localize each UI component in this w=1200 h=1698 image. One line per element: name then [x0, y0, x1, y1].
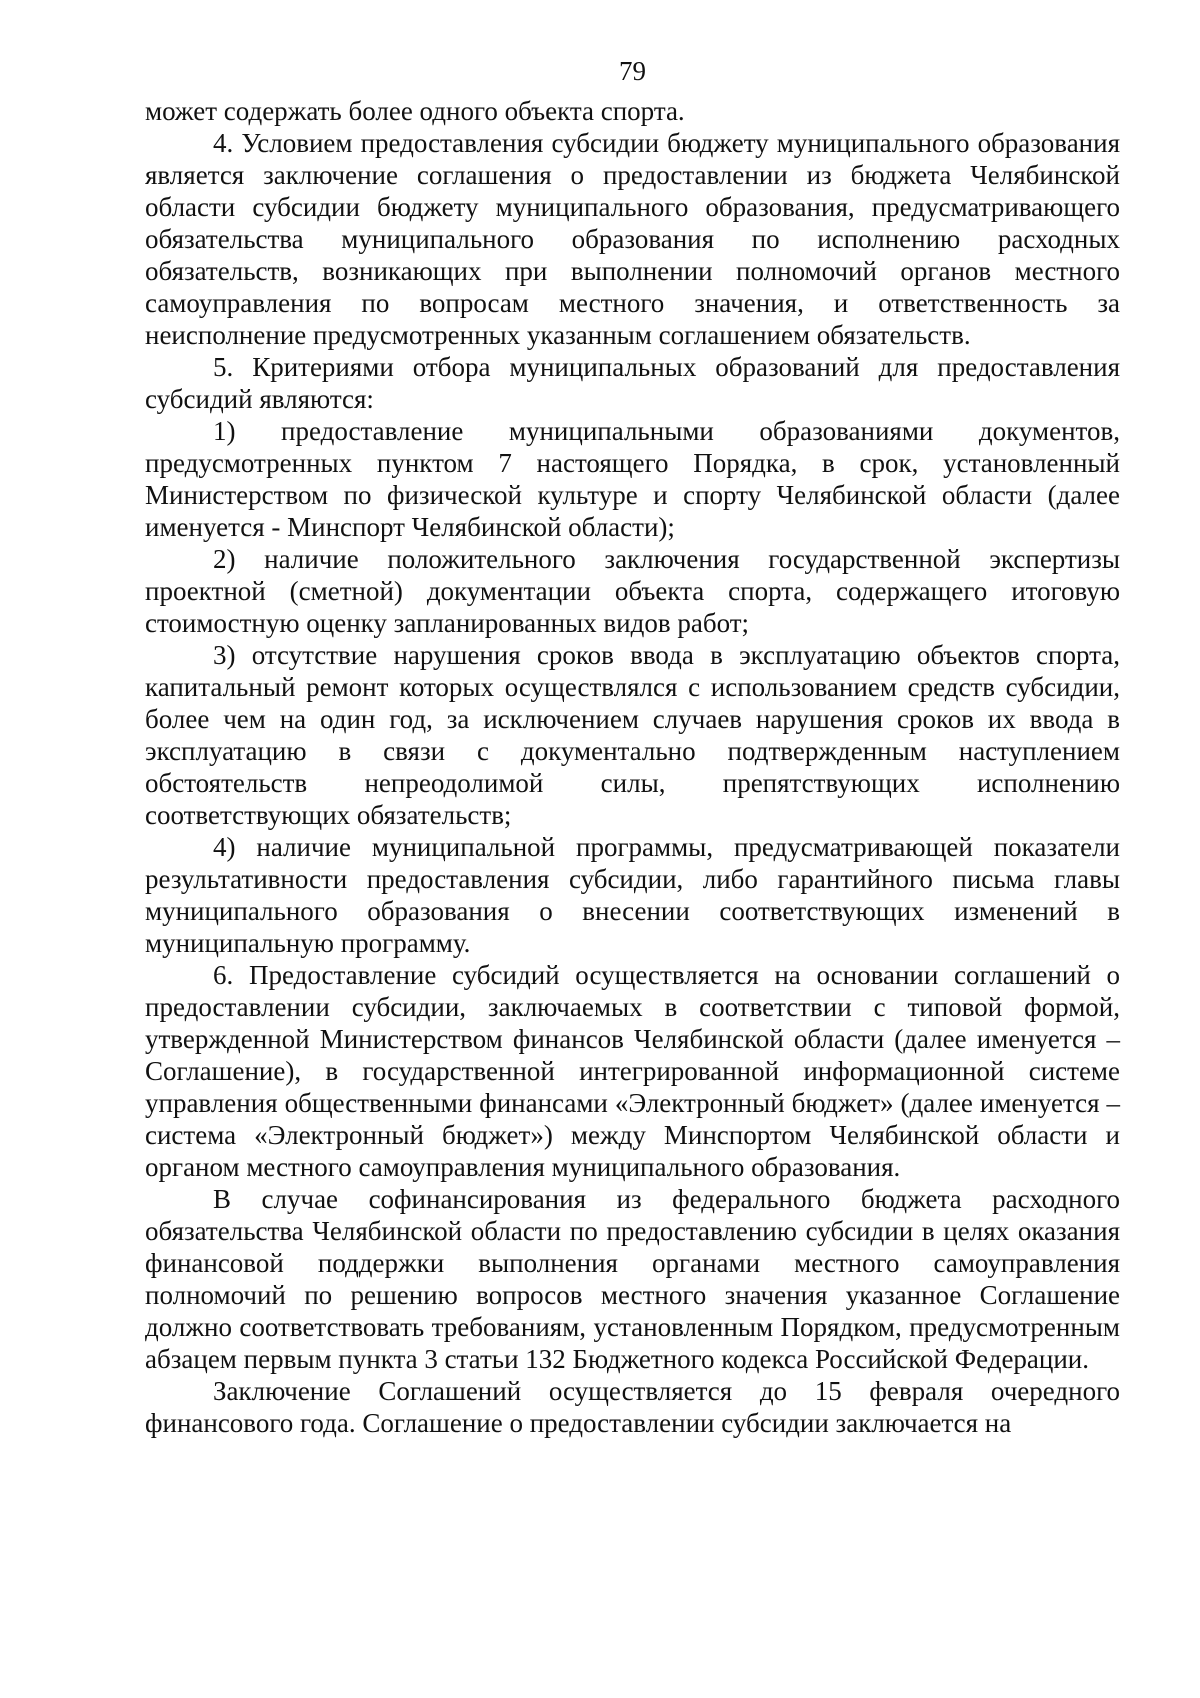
paragraph-item-5: 5. Критериями отбора муниципальных образований для предоставления субсидий являются: — [145, 352, 1120, 414]
paragraph-item-4: 4. Условием предоставления субсидии бюджету муниципального образования является заключение соглашения о предоставлении из бюджета Челябинской области субсидии бюджету муниципального образования, предусматривающего обязательства муниципального образования по исполнению расходных обязательств, возникающих при выполнении полномочий органов местного самоуправления по вопросам местного значения, и ответственность за неисполнение предусмотренных указанным соглашением обязательств. — [145, 128, 1120, 350]
paragraph-subitem-1: 1) предоставление муниципальными образованиями документов, предусмотренных пунктом 7 настоящего Порядка, в срок, установленный Министерством по физической культуре и спорту Челябинской области (далее именуется - Минспорт Челябинской области); — [145, 416, 1120, 542]
paragraph-subitem-2: 2) наличие положительного заключения государственной экспертизы проектной (сметной) документации объекта спорта, содержащего итоговую стоимостную оценку запланированных видов работ; — [145, 544, 1120, 638]
paragraph-cofinancing: В случае софинансирования из федерального бюджета расходного обязательства Челябинской области по предоставлению субсидии в целях оказания финансовой поддержки выполнения органами местного самоуправления полномочий по решению вопросов местного значения указанное Соглашение должно соответствовать требованиям, установленным Порядком, предусмотренным абзацем первым пункта 3 статьи 132 Бюджетного кодекса Российской Федерации. — [145, 1184, 1120, 1374]
paragraph-subitem-4: 4) наличие муниципальной программы, предусматривающей показатели результативности предоставления субсидии, либо гарантийного письма главы муниципального образования о внесении соответствующих изменений в муниципальную программу. — [145, 832, 1120, 958]
paragraph-agreement-deadline: Заключение Соглашений осуществляется до 15 февраля очередного финансового года. Соглашение о предоставлении субсидии заключается на — [145, 1376, 1120, 1438]
paragraph-continuation: может содержать более одного объекта спорта. — [145, 96, 685, 126]
page-number: 79 — [619, 56, 646, 86]
paragraph-subitem-3: 3) отсутствие нарушения сроков ввода в эксплуатацию объектов спорта, капитальный ремонт которых осуществлялся с использованием средств субсидии, более чем на один год, за исключением случаев нарушения сроков их ввода в эксплуатацию в связи с документально подтвержденным наступлением обстоятельств непреодолимой силы, препятствующих исполнению соответствующих обязательств; — [145, 640, 1120, 830]
paragraph-item-6: 6. Предоставление субсидий осуществляется на основании соглашений о предоставлении субсидии, заключаемых в соответствии с типовой формой, утвержденной Министерством финансов Челябинской области (далее именуется – Соглашение), в государственной интегрированной информационной системе управления общественными финансами «Электронный бюджет» (далее именуется – система «Электронный бюджет») между Минспортом Челябинской области и органом местного самоуправления муниципального образования. — [145, 960, 1120, 1182]
